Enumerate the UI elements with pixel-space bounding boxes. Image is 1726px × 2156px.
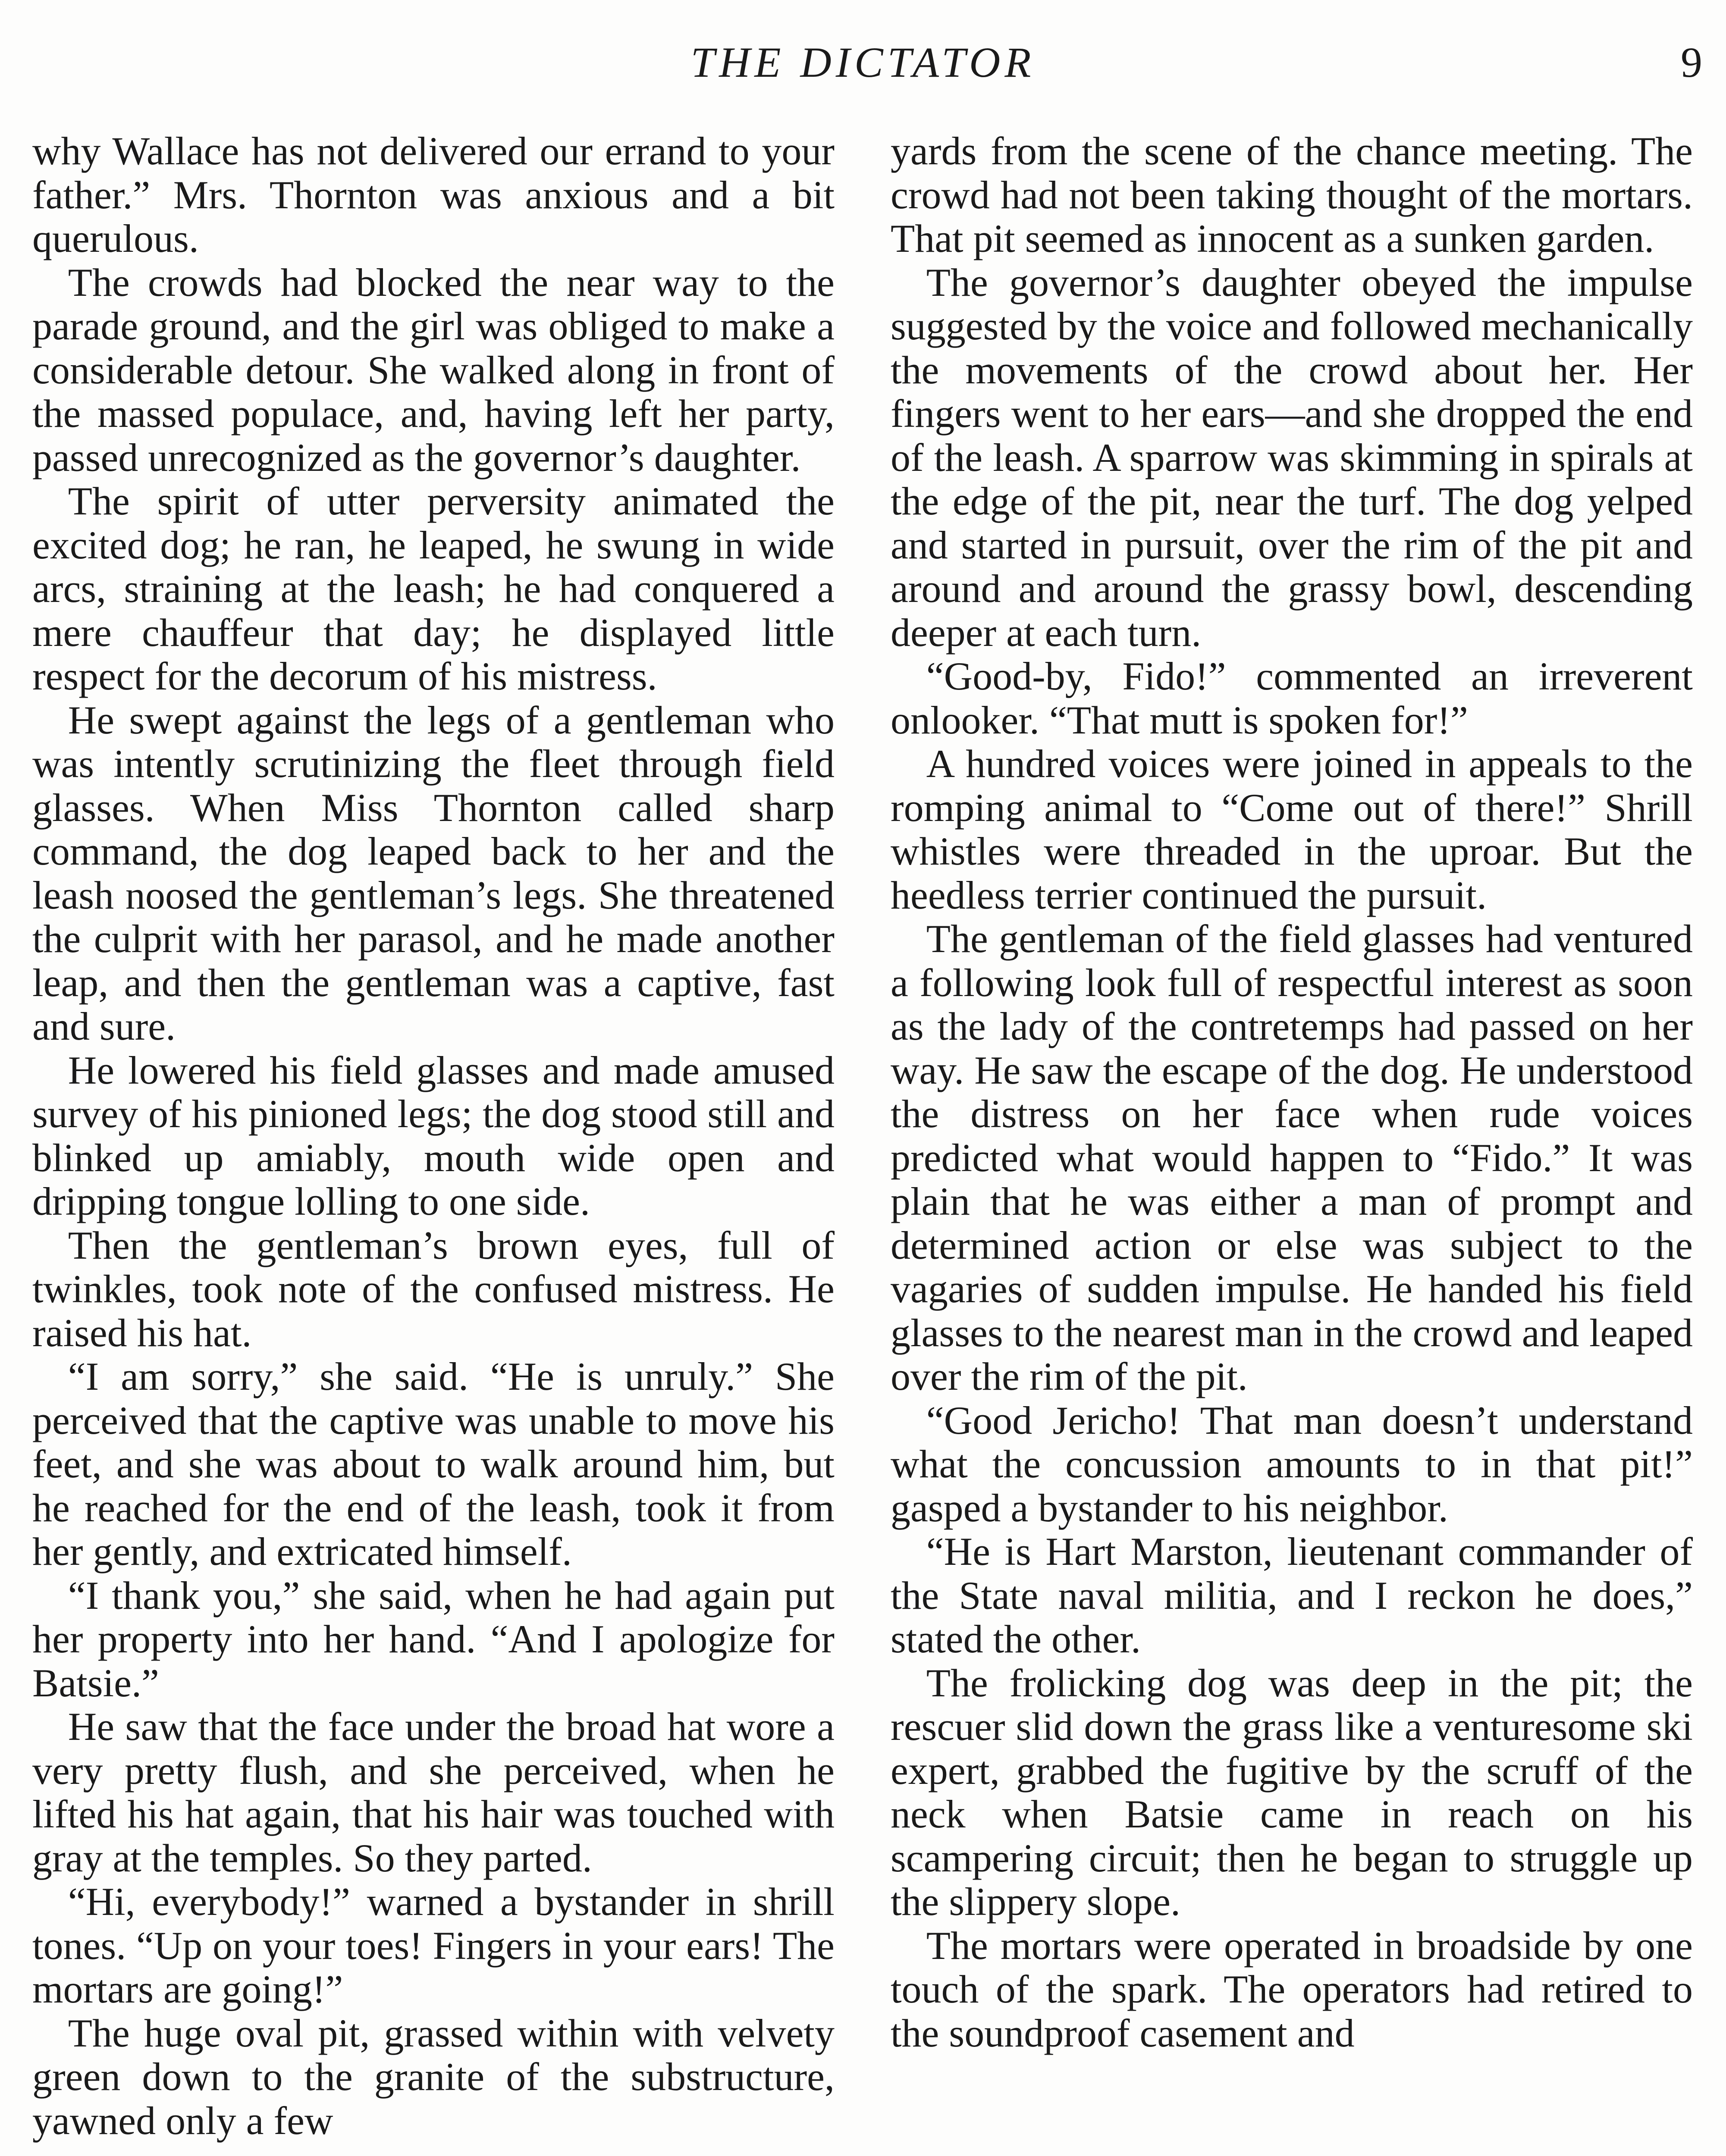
paragraph: “I thank you,” she said, when he had again put her property into her hand. “And I apologize for Batsie.” [32,1573,835,1705]
paragraph: “I am sorry,” she said. “He is unruly.” She perceived that the captive was unable to move his feet, and she was about to walk around him, but he reached for the end of the leash, took it from her gently, and extricated himself. [32,1354,835,1573]
text-column-right [891,129,1693,2156]
paragraph: He lowered his field glasses and made amused survey of his pinioned legs; the dog stood still and blinked up amiably, mouth wide open and dripping tongue lolling to one side. [32,1048,835,1223]
paragraph: why Wallace has not delivered our errand to your father.” Mrs. Thornton was anxious and a bit querulous. [32,129,835,260]
paragraph: The mortars were operated in broadside by one touch of the spark. The operators had retired to the soundproof casement and [891,1923,1693,2055]
paragraph: He swept against the legs of a gentleman who was intently scrutinizing the fleet through field glasses. When Miss Thornton called sharp command, the dog leaped back to her and the leash noosed the gentleman’s legs. She threatened the culprit with her parasol, and he made another leap, and then the gentleman was a captive, fast and sure. [32,698,835,1048]
text-column-left [32,129,835,2156]
paragraph: The crowds had blocked the near way to the parade ground, and the girl was obliged to make a considerable detour. She walked along in front of the massed populace, and, having left her party, passed unrecognized as the governor’s daughter. [32,260,835,479]
paragraph: He saw that the face under the broad hat wore a very pretty flush, and she perceived, when he lifted his hat again, that his hair was touched with gray at the temples. So they parted. [32,1705,835,1880]
paragraph: “Good-by, Fido!” commented an irreverent onlooker. “That mutt is spoken for!” [891,654,1693,742]
paragraph: A hundred voices were joined in appeals to the romping animal to “Come out of there!” Shrill whistles were threaded in the uproar. But the heedless terrier continued the pursuit. [891,742,1693,917]
paragraph: The frolicking dog was deep in the pit; the rescuer slid down the grass like a venturesome ski expert, grabbed the fugitive by the scruff of the neck when Batsie came in reach on his scampering circuit; then he began to struggle up the slippery slope. [891,1661,1693,1924]
paragraph: “He is Hart Marston, lieutenant commander of the State naval militia, and I reckon he does,” stated the other. [891,1529,1693,1661]
paragraph: The huge oval pit, grassed within with velvety green down to the granite of the substructure, yawned only a few [32,2011,835,2143]
paragraph: The spirit of utter perversity animated the excited dog; he ran, he leaped, he swung in wide arcs, straining at the leash; he had conquered a mere chauffeur that day; he displayed little respect for the decorum of his mistress. [32,479,835,698]
paragraph: The gentleman of the field glasses had ventured a following look full of respectful interest as soon as the lady of the contretemps had passed on her way. He saw the escape of the dog. He understood the distress on her face when rude voices predicted what would happen to “Fido.” It was plain that he was either a man of prompt and determined action or else was subject to the vagaries of sudden impulse. He handed his field glasses to the nearest man in the crowd and leaped over the rim of the pit. [891,917,1693,1398]
page-number: 9 [1681,38,1702,86]
paragraph: yards from the scene of the chance meeting. The crowd had not been taking thought of the mortars. That pit seemed as innocent as a sunken garden. [891,129,1693,260]
journal-title: THE DICTATOR [690,38,1036,86]
paragraph: The governor’s daughter obeyed the impulse suggested by the voice and followed mechanically the movements of the crowd about her. Her fingers went to her ears—and she dropped the end of the leash. A sparrow was skimming in spirals at the edge of the pit, near the turf. The dog yelped and started in pursuit, over the rim of the pit and around and around the grassy bowl, descending deeper at each turn. [891,260,1693,655]
paragraph: “Hi, everybody!” warned a bystander in shrill tones. “Up on your toes! Fingers in your ears! The mortars are going!” [32,1880,835,2011]
page-header [0,30,1726,95]
paragraph: “Good Jericho! That man doesn’t understand what the concussion amounts to in that pit!” gasped a bystander to his neighbor. [891,1398,1693,1530]
paragraph: Then the gentleman’s brown eyes, full of twinkles, took note of the confused mistress. He raised his hat. [32,1223,835,1355]
